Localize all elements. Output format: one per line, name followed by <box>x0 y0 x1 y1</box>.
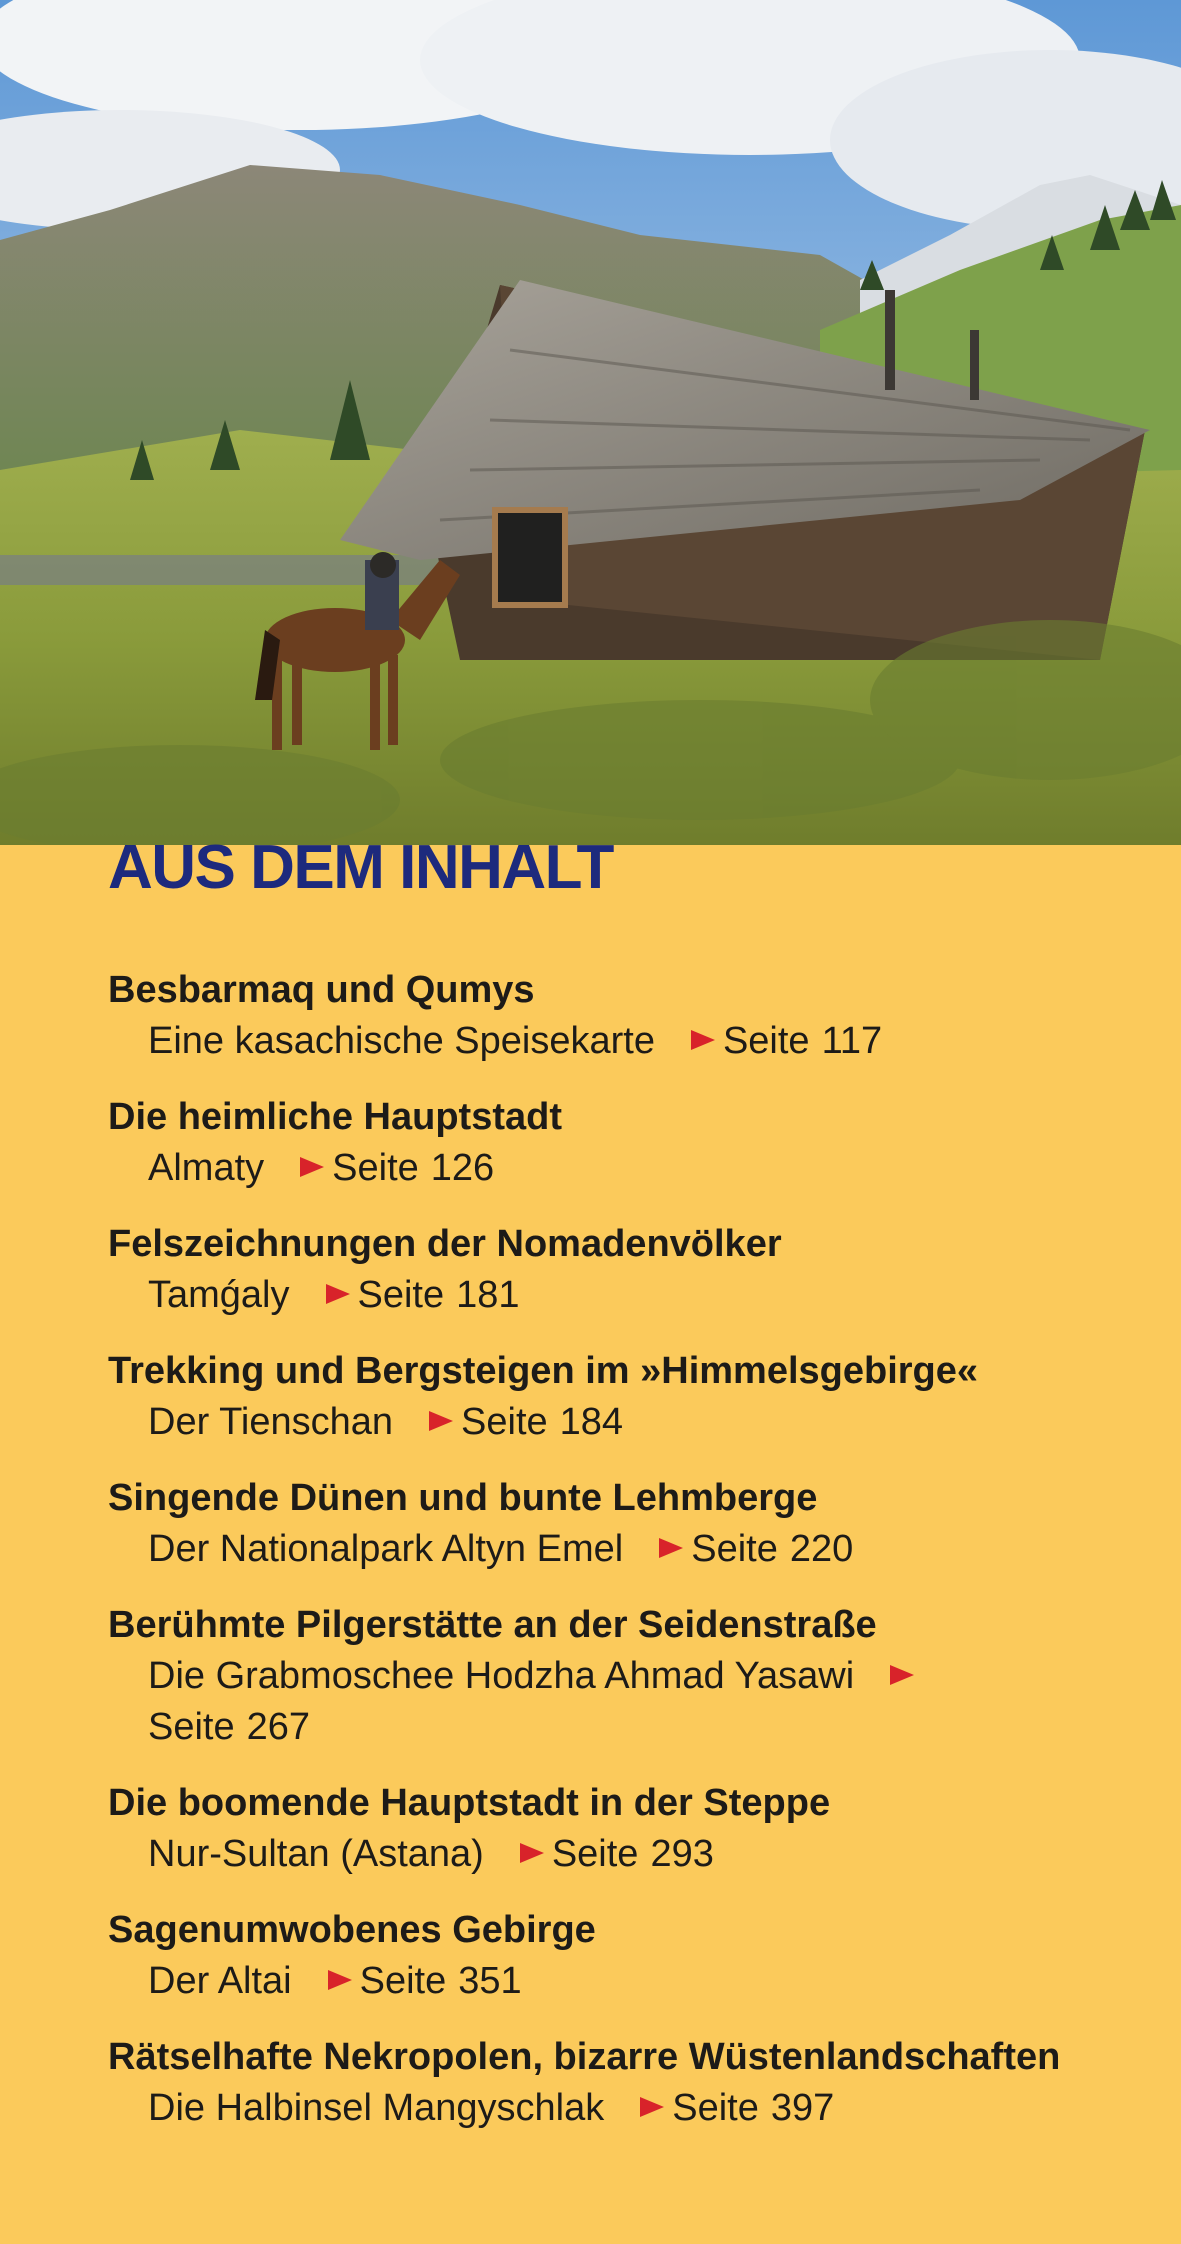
page-label: Seite <box>359 1960 447 2002</box>
toc-entry-subtitle: Tamǵaly <box>148 1274 290 1316</box>
page-number: 397 <box>770 2087 835 2129</box>
cover-photo-mountain-cabin <box>0 0 1181 845</box>
page-label: Seite <box>148 1706 235 1748</box>
toc-entry-title: Die boomende Hauptstadt in der Steppe <box>108 1782 831 1824</box>
toc-entry-subtitle-line <box>148 1397 928 1448</box>
toc-entry[interactable] <box>108 1092 1158 1194</box>
page-pointer-icon <box>890 1665 914 1685</box>
toc-entry[interactable] <box>108 2032 1158 2134</box>
page-pointer-icon <box>326 1284 350 1304</box>
toc-entry-subtitle: Die Grabmoschee Hodzha Ahmad Yasawi <box>148 1655 855 1697</box>
toc-entry-subtitle-line <box>148 1143 928 1194</box>
page-label: Seite <box>332 1147 419 1189</box>
toc-entry-subtitle-line <box>148 1016 928 1067</box>
page-label: Seite <box>357 1274 445 1316</box>
page-number: 351 <box>458 1960 522 2002</box>
page-pointer-icon <box>659 1538 683 1558</box>
toc-entry-subtitle-line <box>148 1956 928 2007</box>
toc-entry-subtitle-line <box>148 1829 928 1880</box>
toc-entry-subtitle: Eine kasachische Speisekarte <box>148 1020 655 1062</box>
toc-entry-subtitle-line <box>148 1524 928 1575</box>
page-label: Seite <box>722 1020 810 1062</box>
page-number: 293 <box>650 1833 714 1875</box>
toc-entry[interactable] <box>108 965 1158 1067</box>
page-pointer-icon <box>300 1157 324 1177</box>
page-number: 117 <box>821 1020 883 1062</box>
toc-entry-list <box>108 965 1158 2159</box>
toc-entry[interactable] <box>108 1778 1158 1880</box>
toc-entry-subtitle: Almaty <box>148 1147 265 1189</box>
page-label: Seite <box>551 1833 639 1875</box>
toc-entry-subtitle: Der Nationalpark Altyn Emel <box>148 1528 624 1570</box>
table-of-contents <box>0 833 1181 2244</box>
page-number: 184 <box>559 1401 624 1443</box>
page-pointer-icon <box>328 1970 352 1990</box>
toc-entry-subtitle-line <box>148 1651 928 1753</box>
toc-entry-title: Felszeichnungen der Nomadenvölker <box>108 1223 782 1265</box>
page-label: Seite <box>691 1528 778 1570</box>
toc-entry-title: Rätselhafte Nekropolen, bizarre Wüstenlandschaften <box>108 2036 1061 2078</box>
page-pointer-icon <box>691 1030 715 1050</box>
toc-entry-subtitle-line <box>148 2083 928 2134</box>
page-label: Seite <box>672 2087 759 2129</box>
toc-entry[interactable] <box>108 1219 1158 1321</box>
page-label: Seite <box>461 1401 548 1443</box>
page-number: 181 <box>456 1274 520 1316</box>
toc-entry-title: Besbarmaq und Qumys <box>108 969 535 1011</box>
page-pointer-icon <box>640 2097 664 2117</box>
toc-entry[interactable] <box>108 1473 1158 1575</box>
toc-entry-title: Die heimliche Hauptstadt <box>108 1096 562 1138</box>
page-pointer-icon <box>429 1411 453 1431</box>
toc-entry-title: Sagenumwobenes Gebirge <box>108 1909 596 1951</box>
page-number: 267 <box>246 1706 311 1748</box>
page-number: 126 <box>430 1147 495 1189</box>
page-pointer-icon <box>520 1843 544 1863</box>
toc-entry[interactable] <box>108 1905 1158 2007</box>
toc-entry-subtitle: Nur-Sultan (Astana) <box>148 1833 484 1875</box>
toc-entry[interactable] <box>108 1346 1158 1448</box>
toc-entry-subtitle-line <box>148 1270 928 1321</box>
toc-heading: AUS DEM INHALT <box>108 833 613 902</box>
toc-entry-title: Berühmte Pilgerstätte an der Seidenstraße <box>108 1604 877 1646</box>
toc-entry[interactable] <box>108 1600 1158 1753</box>
page-number: 220 <box>789 1528 854 1570</box>
toc-entry-subtitle: Der Altai <box>148 1960 292 2002</box>
toc-entry-subtitle: Die Halbinsel Mangyschlak <box>148 2087 605 2129</box>
toc-entry-title: Singende Dünen und bunte Lehmberge <box>108 1477 818 1519</box>
toc-entry-title: Trekking und Bergsteigen im »Himmelsgebirge« <box>108 1350 979 1392</box>
toc-entry-subtitle: Der Tienschan <box>148 1401 394 1443</box>
